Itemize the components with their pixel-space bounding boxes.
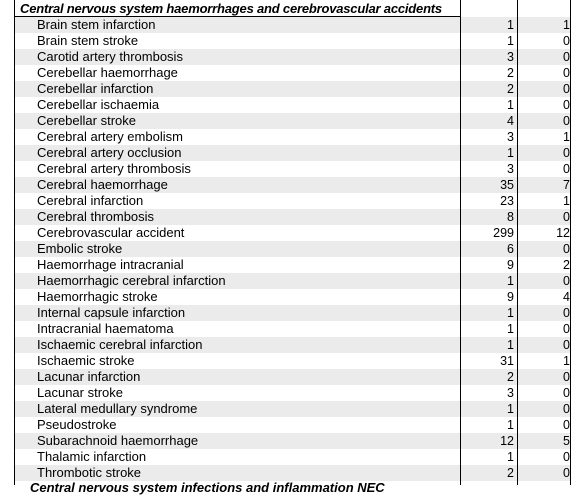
row-count-2: 0 (563, 322, 570, 336)
table-row (0, 161, 581, 177)
column-divider-2 (517, 0, 518, 485)
row-count-1: 3 (507, 162, 514, 176)
table-row (0, 97, 581, 113)
row-count-1: 1 (507, 450, 514, 464)
row-term: Cerebral infarction (37, 193, 144, 208)
row-term: Internal capsule infarction (37, 305, 186, 320)
row-term: Lacunar stroke (37, 385, 123, 400)
table-row (0, 49, 581, 65)
table-row (0, 401, 581, 417)
row-term: Cerebral thrombosis (37, 209, 155, 224)
table-row (0, 177, 581, 193)
row-count-1: 1 (507, 34, 514, 48)
table-row (0, 433, 581, 449)
row-count-1: 1 (507, 322, 514, 336)
row-count-1: 1 (507, 418, 514, 432)
table-row (0, 257, 581, 273)
row-count-2: 0 (563, 146, 570, 160)
row-count-2: 0 (563, 50, 570, 64)
row-count-1: 3 (507, 386, 514, 400)
section-title: Central nervous system haemorrhages and cerebrovascular accidents (20, 1, 442, 16)
row-count-2: 0 (563, 370, 570, 384)
row-count-2: 0 (563, 82, 570, 96)
row-term: Cerebellar ischaemia (37, 97, 160, 112)
table-row (0, 65, 581, 81)
row-count-1: 4 (507, 114, 514, 128)
table-row (0, 369, 581, 385)
row-count-2: 0 (563, 162, 570, 176)
row-count-1: 1 (507, 146, 514, 160)
row-count-1: 3 (507, 50, 514, 64)
left-border (14, 0, 15, 485)
row-count-1: 2 (507, 82, 514, 96)
row-term: Haemorrhagic stroke (37, 289, 158, 304)
table-row (0, 193, 581, 209)
row-term: Cerebral artery thrombosis (37, 161, 191, 176)
row-count-1: 1 (507, 306, 514, 320)
row-count-1: 1 (507, 98, 514, 112)
row-count-2: 0 (563, 114, 570, 128)
table-row (0, 417, 581, 433)
row-count-2: 0 (563, 242, 570, 256)
table-row (0, 209, 581, 225)
row-count-2: 7 (563, 178, 570, 192)
row-term: Cerebral artery embolism (37, 129, 183, 144)
table-row (0, 273, 581, 289)
next-section-title: Central nervous system infections and inflammation NEC (30, 480, 385, 495)
row-count-1: 2 (507, 466, 514, 480)
table-row (0, 81, 581, 97)
row-term: Cerebrovascular accident (37, 225, 185, 240)
row-count-2: 1 (563, 194, 570, 208)
row-count-1: 35 (500, 178, 514, 192)
row-count-1: 1 (507, 274, 514, 288)
row-term: Brain stem stroke (37, 33, 139, 48)
table-row (0, 225, 581, 241)
row-count-1: 31 (500, 354, 514, 368)
row-count-1: 1 (507, 18, 514, 32)
row-term: Cerebral artery occlusion (37, 145, 182, 160)
row-count-2: 0 (563, 338, 570, 352)
row-count-1: 12 (500, 434, 514, 448)
row-count-1: 1 (507, 402, 514, 416)
table-row (0, 33, 581, 49)
row-term: Pseudostroke (37, 417, 117, 432)
row-count-2: 0 (563, 386, 570, 400)
row-count-2: 0 (563, 34, 570, 48)
row-count-2: 0 (563, 402, 570, 416)
row-count-2: 1 (563, 18, 570, 32)
row-count-1: 2 (507, 370, 514, 384)
table-row (0, 337, 581, 353)
row-count-2: 0 (563, 98, 570, 112)
table-row (0, 385, 581, 401)
row-count-2: 0 (563, 450, 570, 464)
row-term: Thalamic infarction (37, 449, 147, 464)
row-term: Cerebellar infarction (37, 81, 154, 96)
row-count-1: 9 (507, 290, 514, 304)
row-count-2: 0 (563, 66, 570, 80)
table-row (0, 305, 581, 321)
right-border (570, 0, 571, 485)
row-count-2: 4 (563, 290, 570, 304)
table-row (0, 321, 581, 337)
column-divider-1 (460, 0, 461, 485)
row-count-1: 23 (500, 194, 514, 208)
row-count-2: 1 (563, 354, 570, 368)
row-count-2: 0 (563, 466, 570, 480)
row-term: Cerebral haemorrhage (37, 177, 168, 192)
row-term: Embolic stroke (37, 241, 123, 256)
row-count-2: 0 (563, 306, 570, 320)
row-term: Ischaemic stroke (37, 353, 135, 368)
row-count-2: 0 (563, 418, 570, 432)
table-row (0, 113, 581, 129)
table-row (0, 353, 581, 369)
row-count-2: 0 (563, 274, 570, 288)
row-term: Intracranial haematoma (37, 321, 174, 336)
table-row (0, 17, 581, 33)
row-term: Ischaemic cerebral infarction (37, 337, 203, 352)
row-count-1: 2 (507, 66, 514, 80)
row-count-2: 12 (556, 226, 570, 240)
row-count-2: 1 (563, 130, 570, 144)
row-count-1: 9 (507, 258, 514, 272)
table-row (0, 129, 581, 145)
row-term: Thrombotic stroke (37, 465, 142, 480)
row-term: Cerebellar haemorrhage (37, 65, 178, 80)
table-row (0, 241, 581, 257)
row-count-2: 2 (563, 258, 570, 272)
table-row (0, 449, 581, 465)
row-count-1: 299 (493, 226, 514, 240)
row-count-1: 6 (507, 242, 514, 256)
row-count-1: 1 (507, 338, 514, 352)
row-term: Brain stem infarction (37, 17, 156, 32)
row-term: Lateral medullary syndrome (37, 401, 198, 416)
row-term: Subarachnoid haemorrhage (37, 433, 199, 448)
row-count-2: 0 (563, 210, 570, 224)
row-term: Haemorrhagic cerebral infarction (37, 273, 226, 288)
table-row (0, 145, 581, 161)
row-term: Lacunar infarction (37, 369, 141, 384)
row-count-2: 5 (563, 434, 570, 448)
table-row (0, 289, 581, 305)
row-term: Cerebellar stroke (37, 113, 136, 128)
table-body (0, 17, 581, 481)
row-term: Carotid artery thrombosis (37, 49, 183, 64)
row-term: Haemorrhage intracranial (37, 257, 184, 272)
row-count-1: 3 (507, 130, 514, 144)
row-count-1: 8 (507, 210, 514, 224)
